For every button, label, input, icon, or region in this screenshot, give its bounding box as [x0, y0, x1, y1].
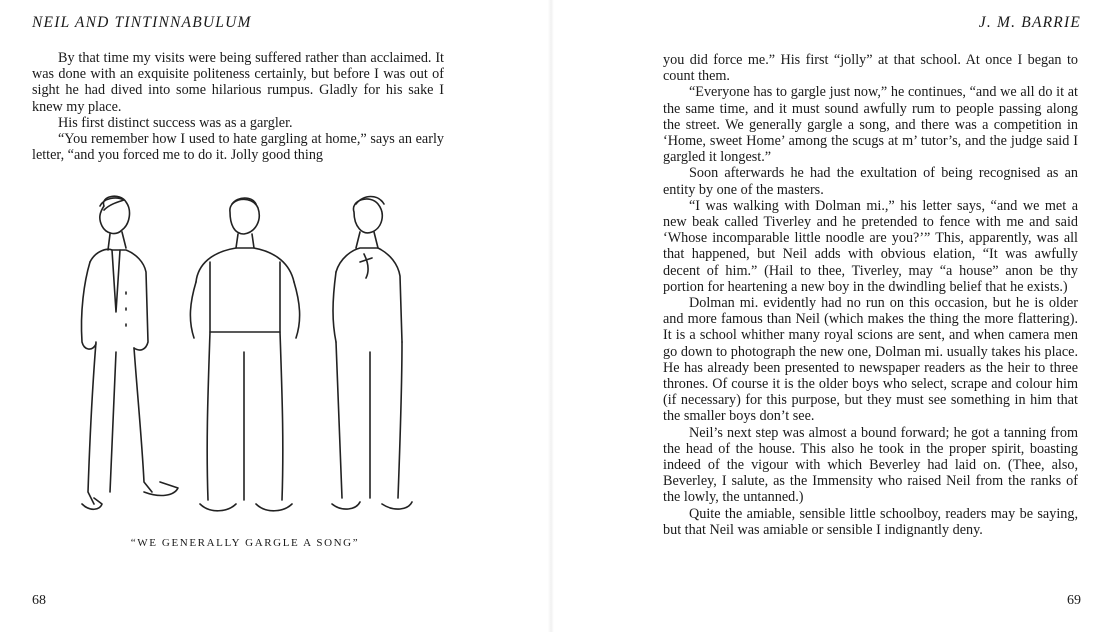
paragraph: Quite the amiable, sensible little schoolboy, readers may be saying, but that Neil was amiable or sensible I indignantly deny.: [663, 505, 1078, 538]
right-text-block: [663, 52, 1078, 538]
left-text-block: [32, 50, 444, 163]
paragraph: “I was walking with Dolman mi.,” his letter says, “and we met a new beak called Tiverley and he pretended to fence with me and said ‘Whose incomparable little noodle are you?’” This, apparently, was all that happened, but Neil adds with obvious elation, “It was awfully decent of him.” (Hail to thee, Tiverley, may “a house” anon be thy portion for heartening a new boy in the dwindling belief that he exists.): [663, 197, 1078, 295]
boy-figure-left: [81, 196, 178, 509]
page-number-right: 69: [1067, 593, 1081, 608]
page-number-left: 68: [32, 593, 46, 608]
paragraph: you did force me.” His first “jolly” at that school. At once I began to count them.: [663, 52, 1078, 85]
illustration-caption: “WE GENERALLY GARGLE A SONG”: [130, 537, 360, 549]
running-head-right: J. M. BARRIE: [978, 14, 1081, 31]
right-page: [553, 0, 1103, 632]
left-page: [0, 0, 550, 632]
running-head-left: NEIL AND TINTINNABULUM: [32, 14, 252, 31]
paragraph: By that time my visits were being suffered rather than acclaimed. It was done with an exquisite politeness certainly, but before I was out of sight he had dived into some hilarious rumpus. Gladly for his sake I knew my place.: [32, 50, 444, 115]
paragraph: “Everyone has to gargle just now,” he continues, “and we all do it at the same time, and it must sound awfully rum to people passing along the street. We generally gargle a song, and there was a competition in ‘Home, sweet Home’ among the scugs at m’ tutor’s, and the judge said I gargled it longest.”: [663, 84, 1078, 166]
paragraph: His first distinct success was as a gargler.: [58, 114, 293, 131]
boy-figure-back: [190, 198, 299, 511]
paragraph: “You remember how I used to hate gargling at home,” says an early letter, “and you forced me to do it. Jolly good thing: [32, 131, 444, 164]
paragraph: Neil’s next step was almost a bound forward; he got a tanning from the head of the house. This also he took in the proper spirit, boasting indeed of the vigour with which Beverley had laid on. (Thee, also, Beverley, I salute, as the Immensity who raised Neil from the ranks of the lowly, the untanned.): [663, 424, 1078, 506]
illustration-three-boys-gargling: [60, 192, 430, 532]
paragraph: Soon afterwards he had the exultation of being recognised as an entity by one of the masters.: [663, 165, 1078, 198]
paragraph: Dolman mi. evidently had no run on this occasion, but he is older and more famous than Neil (which makes the thing the more flattering). It is a school whither many royal scions are sent, and when camera men go down to photograph the new one, Dolman mi. usually takes his place. He has already been presented to newspaper readers as the heir to three thrones. Of course it is the older boys who select, scrape and colour him (if necessary) for this purpose, but they must see something in him that the smaller boys don’t see.: [663, 295, 1078, 425]
boy-figure-right: [332, 197, 412, 510]
